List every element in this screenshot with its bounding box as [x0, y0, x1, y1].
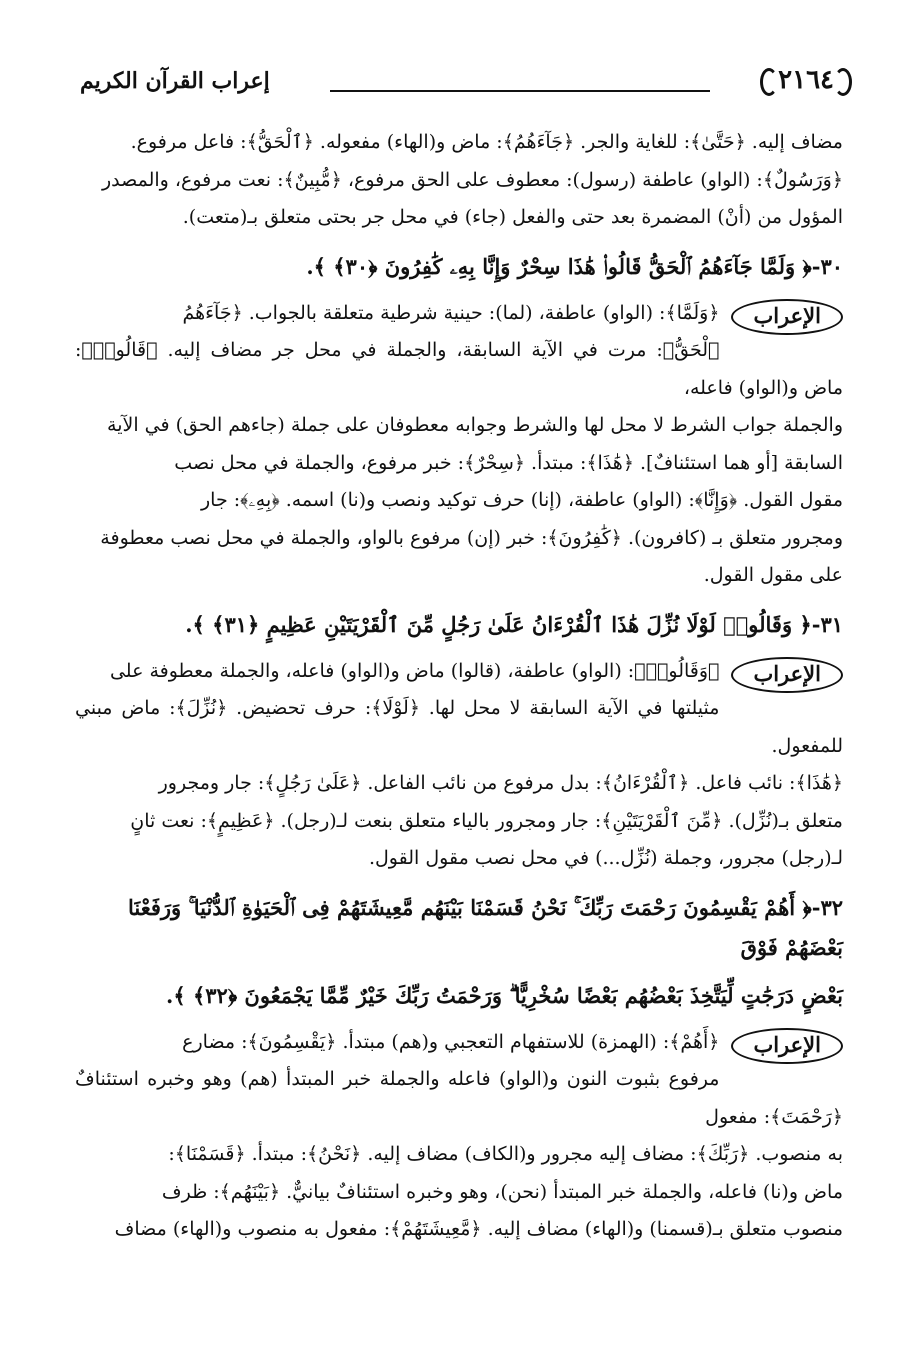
page-content [75, 124, 843, 1249]
irab-block [75, 1024, 843, 1249]
text-line: السابقة [أو هما استئنافٌ]. ﴿هَٰذَا﴾: مبتدأ. ﴿سِحْرٌ﴾: خبر مرفوع، والجملة في محل نصب [174, 451, 843, 474]
page-header [70, 58, 850, 106]
text-line: ومجرور متعلق بـ (كافرون). ﴿كَٰفِرُونَ﴾: خبر (إن) مرفوع بالواو، والجملة في محل نصب معطوفة [100, 526, 843, 549]
text-line: مضاف إليه. ﴿حَتَّىٰ﴾: للغاية والجر. ﴿جَآءَهُمُ﴾: ماض و(الهاء) مفعوله. ﴿ٱلْحَقُّ﴾: فاعل مرفوع. [130, 131, 843, 153]
irab-label: الإعراب [731, 657, 843, 693]
verse-section-32 [75, 888, 843, 1249]
header-rule [330, 90, 710, 92]
text-line: مرفوع بثبوت النون و(الواو) فاعله والجملة خبر المبتدأ (هم) وهو وخبره استئنافٌ ﴿رَحْمَتَ﴾: مفعول [75, 1068, 843, 1128]
text-line: ﴿وَرَسُولٌ﴾: (الواو) عاطفة (رسول): معطوف على الحق مرفوع، ﴿مُّبِينٌ﴾: نعت مرفوع، والمصدر [101, 168, 843, 191]
verse-section-31 [75, 605, 843, 878]
text-line: منصوب متعلق بـ(قسمنا) و(الهاء) مضاف إليه. ﴿مَّعِيشَتَهُمْ﴾: مفعول به منصوب و(الهاء) مضاف [114, 1218, 843, 1240]
verse-text: بَعْضٍ دَرَجَٰتٍ لِّيَتَّخِذَ بَعْضُهُم بَعْضًا سُخْرِيًّا ۗ وَرَحْمَتُ رَبِّكَ خَيْرٌ مِّمَّا يَجْمَعُونَ ﴿٣٢﴾ ﴾. [166, 982, 843, 1008]
text-line: ﴿هَٰذَا﴾: نائب فاعل. ﴿ٱلْقُرْءَانُ﴾: بدل مرفوع من نائب الفاعل. ﴿عَلَىٰ رَجُلٍ﴾: جار ومجرور [158, 772, 843, 794]
text-line: مثيلتها في الآية السابقة لا محل لها. ﴿لَوْلَا﴾: حرف تحضيض. ﴿نُزِّلَ﴾: ماض مبني للمفعول. [75, 697, 843, 757]
page-number: ٢١٦٤ [762, 62, 850, 98]
text-line: به منصوب. ﴿رَبِّكَ﴾: مضاف إليه مجرور و(الكاف) مضاف إليه. ﴿نَحْنُ﴾: مبتدأ. ﴿قَسَمْنَا﴾: [168, 1143, 843, 1165]
verse-text: ٣١-﴿ وَقَالُوا۟ لَوْلَا نُزِّلَ هَٰذَا ٱلْقُرْءَانُ عَلَىٰ رَجُلٍ مِّنَ ٱلْقَرْيَتَيْنِ عَظِيمٍ ﴿٣١﴾ ﴾. [185, 611, 843, 637]
text-line: لـ(رجل) مجرور، وجملة (نُزِّل...) في محل نصب مقول القول. [368, 847, 843, 869]
verse-text: ٣٠-﴿ وَلَمَّا جَآءَهُمُ ٱلْحَقُّ قَالُوا۟ هَٰذَا سِحْرٌ وَإِنَّا بِهِۦ كَٰفِرُونَ ﴿٣٠﴾ ﴾. [306, 253, 843, 279]
verse-text: ٣٢-﴿ أَهُمْ يَقْسِمُونَ رَحْمَتَ رَبِّكَ ۚ نَحْنُ قَسَمْنَا بَيْنَهُم مَّعِيشَتَهُمْ فِى ٱلْحَيَوٰةِ ٱلدُّنْيَا ۚ وَرَفَعْنَا بَعْضَهُمْ فَوْقَ [127, 894, 843, 960]
text-line: ﴿أَهُمْ﴾: (الهمزة) للاستفهام التعجبي و(هم) مبتدأ. ﴿يَقْسِمُونَ﴾: مضارع [182, 1030, 720, 1053]
text-line: المؤول من (أنْ) المضمرة بعد حتى والفعل (جاء) في محل جر بحتى متعلق بـ(متعت). [182, 206, 843, 228]
text-line: ﴿وَقَالُوا۟﴾: (الواو) عاطفة، (قالوا) ماض و(الواو) فاعله، والجملة معطوفة على [109, 659, 720, 682]
irab-label: الإعراب [731, 299, 843, 335]
text-line: متعلق بـ(نُزِّل). ﴿مِّنَ ٱلْقَرْيَتَيْنِ﴾: جار ومجرور بالياء متعلق بنعت لـ(رجل). ﴿عَظِيمٍ﴾: نعت ثانٍ [130, 809, 843, 832]
text-line: على مقول القول. [703, 564, 843, 586]
irab-block [75, 295, 843, 595]
irab-label: الإعراب [731, 1028, 843, 1064]
irab-block [75, 653, 843, 878]
text-line: ﴿وَلَمَّا﴾: (الواو) عاطفة، (لما): حينية شرطية متعلقة بالجواب. ﴿جَآءَهُمُ [182, 301, 720, 324]
text-line: والجملة جواب الشرط لا محل لها والشرط وجوابه معطوفان على جملة (جاءهم الحق) في الآية [107, 414, 843, 436]
intro-paragraph [75, 124, 843, 237]
verse-section-30 [75, 247, 843, 595]
text-line: ماض و(نا) فاعله، والجملة خبر المبتدأ (نحن)، وهو وخبره استئنافٌ بيانيٌّ. ﴿بَيْنَهُم﴾: ظرف [161, 1180, 843, 1203]
book-title: إعراب القرآن الكريم [80, 68, 270, 94]
text-line: ٱلْحَقُّ﴾: مرت في الآية السابقة، والجملة في محل جر مضاف إليه. ﴿قَالُوا۟﴾: ماض و(الواو) فاعله، [75, 339, 843, 399]
text-line: مقول القول. ﴿وَإِنَّا﴾: (الواو) عاطفة، (إنا) حرف توكيد ونصب و(نا) اسمه. ﴿بِهِۦ﴾: جار [200, 489, 843, 511]
